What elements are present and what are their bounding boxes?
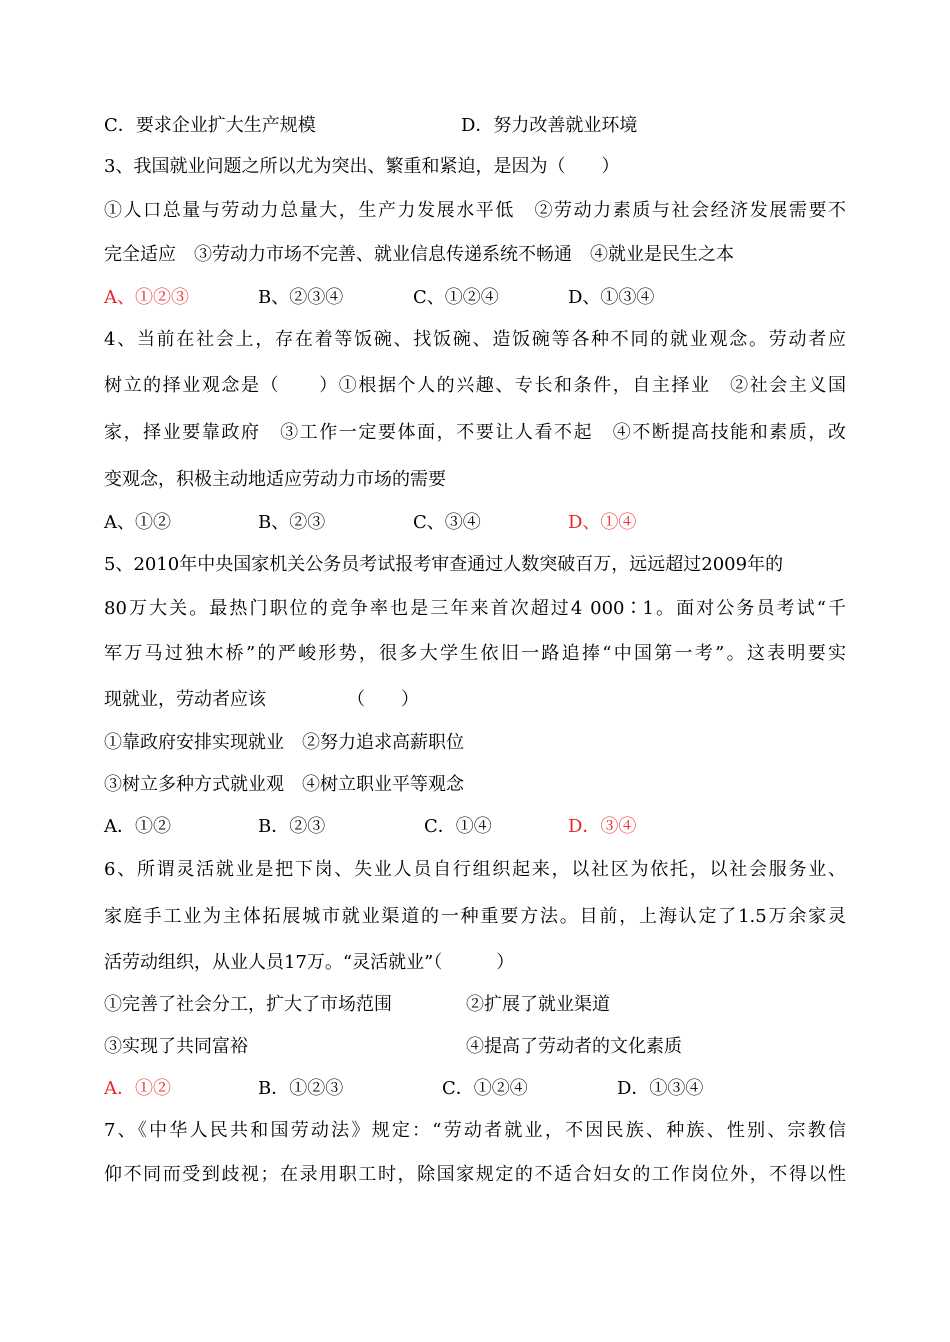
q5-option-a: A．①② — [104, 816, 171, 837]
q5-option-b: B．②③ — [258, 816, 326, 837]
q4-line-3: 家，择业要靠政府 ③工作一定要体面，不要让人看不起 ④不断提高技能和素质，改 — [104, 422, 846, 443]
q5-option-d: D．③④ — [568, 816, 637, 837]
q6-option-b: B．①②③ — [258, 1078, 344, 1099]
q4-option-a: A、①② — [104, 512, 171, 533]
q5-line-1: 5、2010年中央国家机关公务员考试报考审查通过人数突破百万，远远超过2009年的 — [104, 554, 784, 575]
q6-line-1: 6、所谓灵活就业是把下岗、失业人员自行组织起来，以社区为依托，以社会服务业、 — [104, 859, 846, 880]
q4-line-1: 4、当前在社会上，存在着等饭碗、找饭碗、造饭碗等各种不同的就业观念。劳动者应 — [104, 329, 846, 350]
q7-line-1: 7、《中华人民共和国劳动法》规定：“劳动者就业，不因民族、种族、性别、宗教信 — [104, 1120, 846, 1141]
q6-option-a: A．①② — [104, 1078, 171, 1099]
q3-text-line-1: ①人口总量与劳动力总量大，生产力发展水平低 ②劳动力素质与社会经济发展需要不 — [104, 200, 846, 221]
q4-option-c: C、③④ — [413, 512, 481, 533]
q5-line-3: 军万马过独木桥”的严峻形势，很多大学生依旧一路追捧“中国第一考”。这表明要实 — [104, 643, 846, 664]
q4-option-b: B、②③ — [258, 512, 326, 533]
q5-option-c: C．①④ — [424, 816, 492, 837]
q5-item-line-1: ①靠政府安排实现就业 ②努力追求高薪职位 — [104, 732, 464, 753]
q7-line-2: 仰不同而受到歧视；在录用职工时，除国家规定的不适合妇女的工作岗位外，不得以性 — [104, 1164, 846, 1185]
q6-option-c: C．①②④ — [442, 1078, 528, 1099]
q4-line-4: 变观念，积极主动地适应劳动力市场的需要 — [104, 469, 446, 490]
q6-item-2: ②扩展了就业渠道 — [466, 994, 610, 1015]
q6-item-4: ④提高了劳动者的文化素质 — [466, 1036, 682, 1057]
q5-line-4: 现就业，劳动者应该 （ ） — [104, 689, 419, 710]
q6-line-2: 家庭手工业为主体拓展城市就业渠道的一种重要方法。目前，上海认定了1.5万余家灵 — [104, 906, 846, 927]
q6-item-1: ①完善了社会分工，扩大了市场范围 — [104, 994, 392, 1015]
q4-line-2: 树立的择业观念是（ ）①根据个人的兴趣、专长和条件，自主择业 ②社会主义国 — [104, 375, 846, 396]
q6-line-3: 活劳动组织，从业人员17万。“灵活就业”（ ） — [104, 952, 515, 973]
q5-line-2: 80万大关。最热门职位的竞争率也是三年来首次超过4 000∶1。面对公务员考试“千 — [104, 598, 846, 619]
q3-option-a: A、①②③ — [104, 287, 189, 308]
q6-option-d: D．①③④ — [617, 1078, 704, 1099]
q2-option-c: C．要求企业扩大生产规模 — [104, 115, 316, 136]
q5-item-line-2: ③树立多种方式就业观 ④树立职业平等观念 — [104, 774, 464, 795]
q6-item-3: ③实现了共同富裕 — [104, 1036, 248, 1057]
q3-stem: 3、我国就业问题之所以尤为突出、繁重和紧迫，是因为（ ） — [104, 156, 620, 177]
q3-option-b: B、②③④ — [258, 287, 344, 308]
q2-option-d: D．努力改善就业环境 — [461, 115, 638, 136]
q3-option-c: C、①②④ — [413, 287, 499, 308]
q3-text-line-2: 完全适应 ③劳动力市场不完善、就业信息传递系统不畅通 ④就业是民生之本 — [104, 244, 734, 265]
q4-option-d: D、①④ — [568, 512, 637, 533]
q3-option-d: D、①③④ — [568, 287, 655, 308]
